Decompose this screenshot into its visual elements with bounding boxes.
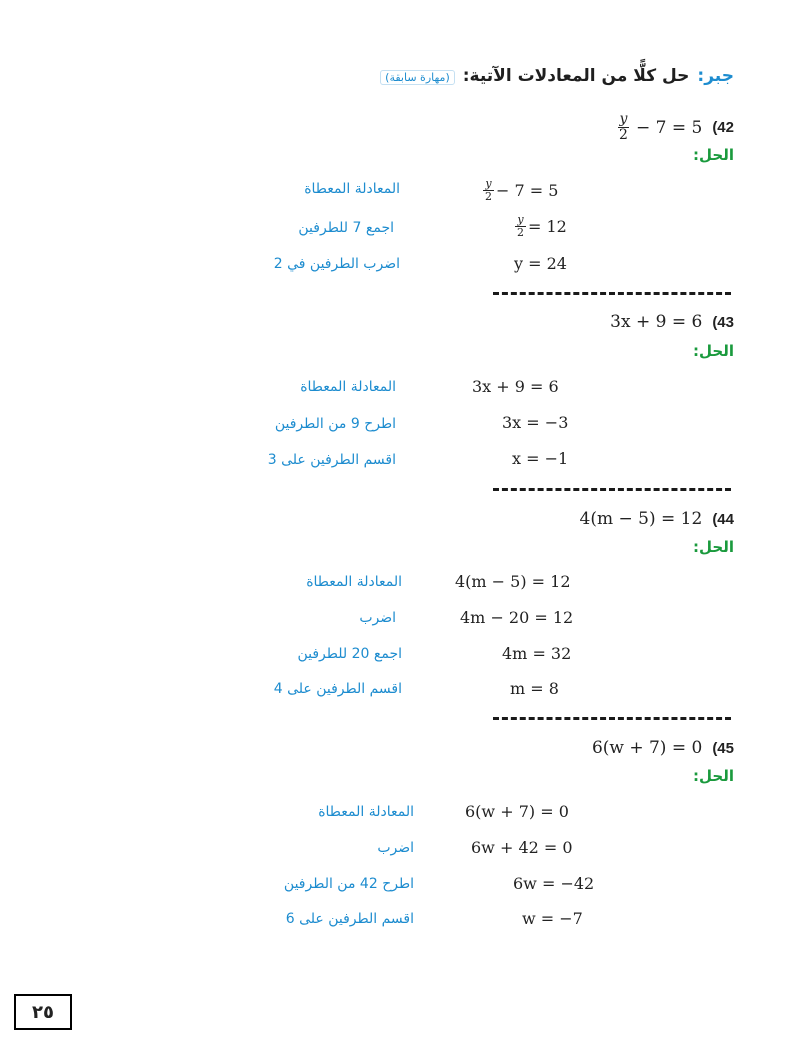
page-number — [14, 994, 72, 1030]
fraction: $\frac{y}{2}$ — [619, 111, 628, 143]
solution-label: الحل: — [693, 342, 734, 360]
section-header — [380, 66, 734, 92]
separator — [493, 717, 731, 720]
problem-42-statement: $\frac{y}{2}$ − 7 = 5 (42 — [619, 111, 734, 143]
problem-44-statement: 4(m − 5) = 12 (44 — [579, 509, 734, 529]
step-equation: 6(w + 7) = 0 — [465, 802, 569, 821]
problem-number: (44 — [712, 510, 734, 528]
step-note: اطرح 42 من الطرفين — [283, 876, 414, 892]
header-tag: (مهارة سابقة) — [380, 70, 455, 85]
page-number-text: ٢٥ — [32, 1001, 54, 1023]
step-note: اطرح 9 من الطرفين — [274, 416, 396, 432]
step-equation: 4m − 20 = 12 — [460, 608, 574, 627]
step-note: اجمع 20 للطرفين — [297, 646, 402, 662]
problem-number: (43 — [712, 313, 734, 331]
problem-43-statement: 3x + 9 = 6 (43 — [610, 312, 734, 332]
step-equation: $\frac{y}{2}$ − 7 = 5 — [485, 177, 559, 203]
solution-label: الحل: — [693, 538, 734, 556]
step-equation: 6w = −42 — [513, 874, 595, 893]
step-note: اقسم الطرفين على 6 — [285, 911, 414, 927]
solution-label: الحل: — [693, 767, 734, 785]
header-title: حل كلًّا من المعادلات الآتية: — [462, 66, 690, 86]
step-note: المعادلة المعطاة — [318, 804, 414, 820]
step-note: المعادلة المعطاة — [304, 181, 400, 197]
step-equation: 3x = −3 — [502, 413, 569, 432]
step-equation: 4m = 32 — [502, 644, 572, 663]
step-note: المعادلة المعطاة — [306, 574, 402, 590]
problem-45-statement: 6(w + 7) = 0 (45 — [591, 738, 734, 758]
problem-number: (45 — [712, 739, 734, 757]
step-equation: x = −1 — [512, 449, 569, 468]
problem-number: (42 — [712, 119, 734, 136]
step-equation: $\frac{y}{2}$ = 12 — [517, 213, 567, 239]
header-label: جبر: — [697, 66, 734, 86]
step-equation: m = 8 — [510, 679, 559, 698]
step-equation: 3x + 9 = 6 — [472, 377, 559, 396]
step-note: اجمع 7 للطرفين — [298, 220, 394, 236]
step-equation: 4(m − 5) = 12 — [455, 572, 571, 591]
step-note: المعادلة المعطاة — [300, 379, 396, 395]
step-equation: w = −7 — [522, 909, 583, 928]
step-note: اقسم الطرفين على 4 — [273, 681, 402, 697]
step-note: اقسم الطرفين على 3 — [267, 452, 396, 468]
step-note: اضرب الطرفين في 2 — [273, 256, 400, 272]
separator — [493, 292, 731, 295]
step-equation: 6w + 42 = 0 — [471, 838, 573, 857]
step-equation: y = 24 — [514, 254, 567, 273]
solution-label: الحل: — [693, 146, 734, 164]
step-note: اضرب — [377, 840, 414, 856]
separator — [493, 488, 731, 491]
step-note: اضرب — [359, 610, 396, 626]
